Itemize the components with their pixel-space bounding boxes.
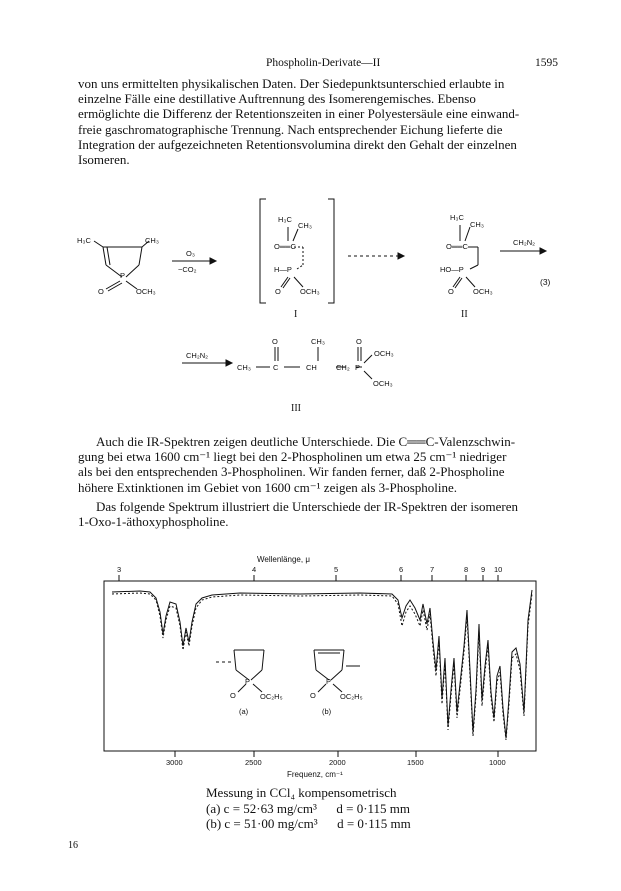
atom-label: P — [120, 271, 126, 280]
atom-label: CH₃ — [298, 221, 312, 230]
atom-label: O — [356, 337, 362, 346]
atom-label: HO—P — [440, 265, 464, 274]
atom-label: CH₃ — [470, 220, 484, 229]
signature-mark: 16 — [68, 840, 78, 851]
inset-label-b: (b) — [322, 707, 332, 716]
inset-atom: OC₂H₅ — [340, 692, 363, 701]
atom-label: O — [448, 287, 454, 296]
paragraph-3 — [78, 499, 558, 529]
measurement-conditions — [206, 785, 411, 832]
text-line: gung bei etwa 1600 cm⁻¹ liegt bei den 2-Phospholinen um etwa 25 cm⁻¹ niedriger — [78, 449, 507, 465]
atom-label: OCH₃ — [473, 287, 493, 296]
atom-label: P — [355, 363, 361, 372]
inset-atom: P — [245, 677, 251, 686]
atom-label: O — [275, 287, 281, 296]
bottom-tick-label: 2000 — [329, 758, 346, 767]
atom-label: C — [273, 363, 279, 372]
top-tick-label: 7 — [430, 565, 435, 574]
bottom-tick-label: 1000 — [489, 758, 506, 767]
reaction-scheme — [0, 185, 621, 425]
text-line: ermöglichte die Differenz der Retentionszeiten in einer Polyestersäule eine einwand- — [78, 106, 520, 122]
text-line: Auch die IR-Spektren zeigen deutliche Unterschiede. Die C══C-Valenzschwin- — [96, 434, 516, 449]
text-line: höhere Extinktionen im Gebiet von 1600 cm⁻¹ zeigen als 3-Phospholine. — [78, 479, 458, 495]
top-tick-label: 9 — [481, 565, 486, 574]
atom-label: H₃C — [278, 215, 292, 224]
page-number: 1595 — [535, 57, 558, 69]
compound-label-i: I — [294, 309, 298, 320]
inset-atom: OC₂H₅ — [260, 692, 283, 701]
bottom-axis-label: Frequenz, cm⁻¹ — [287, 770, 343, 779]
compound-label-iii: III — [291, 403, 301, 414]
text-line: freie gaschromatographische Trennung. Nach entsprechender Eichung lieferte die — [78, 121, 503, 137]
inset-atom: O — [230, 691, 236, 700]
inset-atom: P — [326, 677, 332, 686]
atom-label: CH — [306, 363, 317, 372]
atom-label: CH₃ — [311, 337, 325, 346]
measurement-line: (b) c = 51·00 mg/cm³ d = 0·115 mm — [206, 816, 411, 831]
equation-number: (3) — [540, 277, 551, 287]
atom-label: H₃C — [77, 236, 91, 245]
paragraph-1 — [78, 76, 558, 167]
text-line: von uns ermittelten physikalischen Daten. Der Siedepunktsunterschied erlaubte in — [78, 76, 505, 91]
bottom-tick-label: 2500 — [245, 758, 262, 767]
atom-label: O — [98, 287, 104, 296]
text-line: einzelne Fälle eine destillative Auftrennung des Isomerengemisches. Ebenso — [78, 91, 476, 107]
atom-label: O — [272, 337, 278, 346]
top-tick-label: 4 — [252, 565, 257, 574]
running-title: Phospholin-Derivate—II — [266, 57, 381, 69]
top-axis-label: Wellenlänge, μ — [257, 555, 310, 564]
atom-label: O══C — [274, 242, 296, 251]
atom-label: OCH₃ — [136, 287, 156, 296]
atom-label: CH₃ — [145, 236, 159, 245]
reagent-label: −CO₂ — [178, 265, 197, 274]
atom-label: OCH₃ — [300, 287, 320, 296]
atom-label: O══C — [446, 242, 468, 251]
bottom-tick-label: 3000 — [166, 758, 183, 767]
top-tick-label: 8 — [464, 565, 469, 574]
top-tick-label: 5 — [334, 565, 339, 574]
measurement-line: Messung in CCl₄ kompensometrisch — [206, 785, 397, 800]
atom-label: H₃C — [450, 213, 464, 222]
reagent-label: CH₂N₂ — [186, 351, 209, 360]
top-tick-label: 6 — [399, 565, 404, 574]
atom-label: CH₃ — [237, 363, 251, 372]
bottom-tick-label: 1500 — [407, 758, 424, 767]
atom-label: CH₂ — [336, 363, 350, 372]
top-tick-label: 10 — [494, 565, 503, 574]
ir-spectrum-plot — [0, 550, 621, 790]
measurement-line: (a) c = 52·63 mg/cm³ d = 0·115 mm — [206, 800, 411, 816]
compound-label-ii: II — [461, 309, 468, 320]
text-line: Das folgende Spektrum illustriert die Unterschiede der IR-Spektren der isomeren — [96, 499, 519, 514]
ir-spectrum — [0, 550, 621, 790]
atom-label: H—P — [274, 265, 292, 274]
inset-label-a: (a) — [239, 707, 249, 716]
text-line: 1-Oxo-1-äthoxyphospholine. — [78, 514, 229, 530]
text-line: Integration der aufgezeichneten Retentionsvolumina direkt den Gehalt der einzelnen — [78, 136, 517, 152]
atom-label: OCH₃ — [374, 349, 394, 358]
text-line: als bei den entsprechenden 3-Phospholinen. Wir fanden ferner, daß 2-Phospholine — [78, 464, 505, 480]
reagent-label: CH₂N₂ — [513, 238, 536, 247]
text-line: Isomeren. — [78, 152, 130, 168]
reagent-label: O₃ — [186, 249, 195, 258]
paragraph-2 — [78, 434, 558, 495]
top-tick-label: 3 — [117, 565, 122, 574]
inset-atom: O — [310, 691, 316, 700]
atom-label: OCH₃ — [373, 379, 393, 388]
